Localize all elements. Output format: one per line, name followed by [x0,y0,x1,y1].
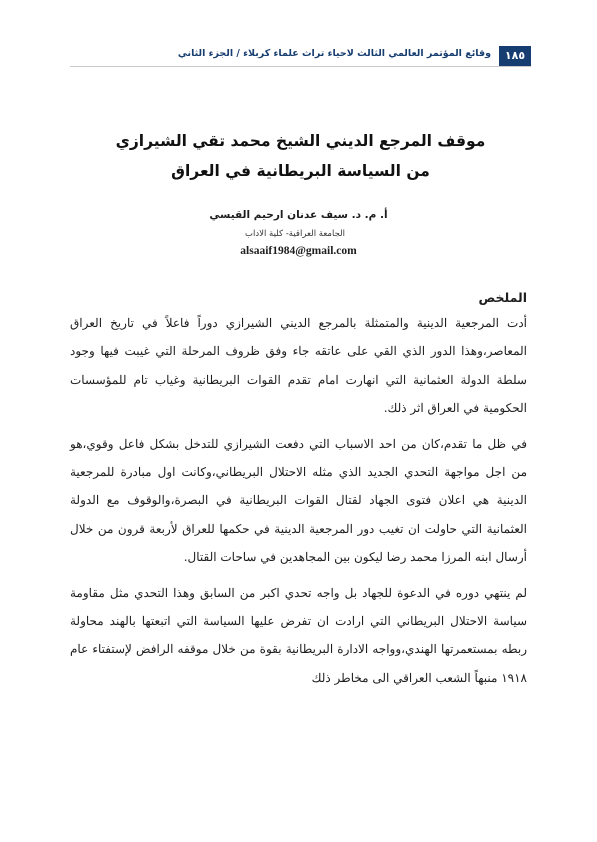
author-name: أ. م. د. سيف عدنان ارحيم القيسي [209,209,388,221]
paper-title [70,126,531,186]
page-number: ١٨٥ [499,46,531,66]
abstract-paragraph-1: أدت المرجعية الدينية والمتمثلة بالمرجع الديني الشيرازي دوراً فاعلاً في تاريخ العراق المعاصر،وهذا الدور الذي القي على عاتقه جاء وفق ظروف المرحلة التي غيبت فيها وجود سلطة الدولة العثمانية التي انهارت امام تقدم القوات البريطانية وغياب تام للمؤسسات الحكومية في العراق اثر ذلك. [70,316,527,416]
author-affiliation: الجامعة العراقية- كلية الاداب [244,229,346,239]
author-email: alsaaif1984@gmail.com [240,245,357,257]
abstract-body [70,309,527,692]
paper-title-line-1: موقف المرجع الديني الشيخ محمد تقي الشيرازي [115,132,486,150]
running-header [70,46,531,67]
running-head-title: وقائع المؤتمر العالمي الثالث لاحياء تراث علماء كربلاء / الجزء الثاني [177,48,491,59]
abstract-paragraph-3: لم ينتهي دوره في الدعوة للجهاد بل واجه تحدي اكبر من السابق وهذا التحدي مثل مقاومة سياسة الاحتلال البريطاني التي ارادت ان تفرض عليها السياسة التي اتبعتها بالهند محاولة ربطه بمستعمرتها الهندي،وواجه الادارة البريطانية بقوة من خلال موقفه الرافض لإستفتاء عام ١٩١٨ منبهاً الشعب العراقي الى مخاطر ذلك [70,585,527,685]
abstract-heading: الملخص [478,290,527,305]
paper-title-line-2: من السياسة البريطانية في العراق [171,162,430,180]
abstract-paragraph-2: في ظل ما تقدم،كان من احد الاسباب التي دفعت الشيرازي للتدخل بشكل فاعل وقوي،هو من اجل مواجهة التحدي الجديد الذي مثله الاحتلال البريطاني،وكانت اول مبادرة للمرجعية الدينية هي اعلان فتوى الجهاد لقتال القوات البريطانية في البصرة،والوقوف مع الدولة العثمانية التي حاولت ان تغيب دور المرجعية الدينية في حكمها للعراق لأربعة قرون من خلال أرسال ابنه المرزا محمد رضا ليكون بين المجاهدين في ساحات القتال. [70,436,527,565]
